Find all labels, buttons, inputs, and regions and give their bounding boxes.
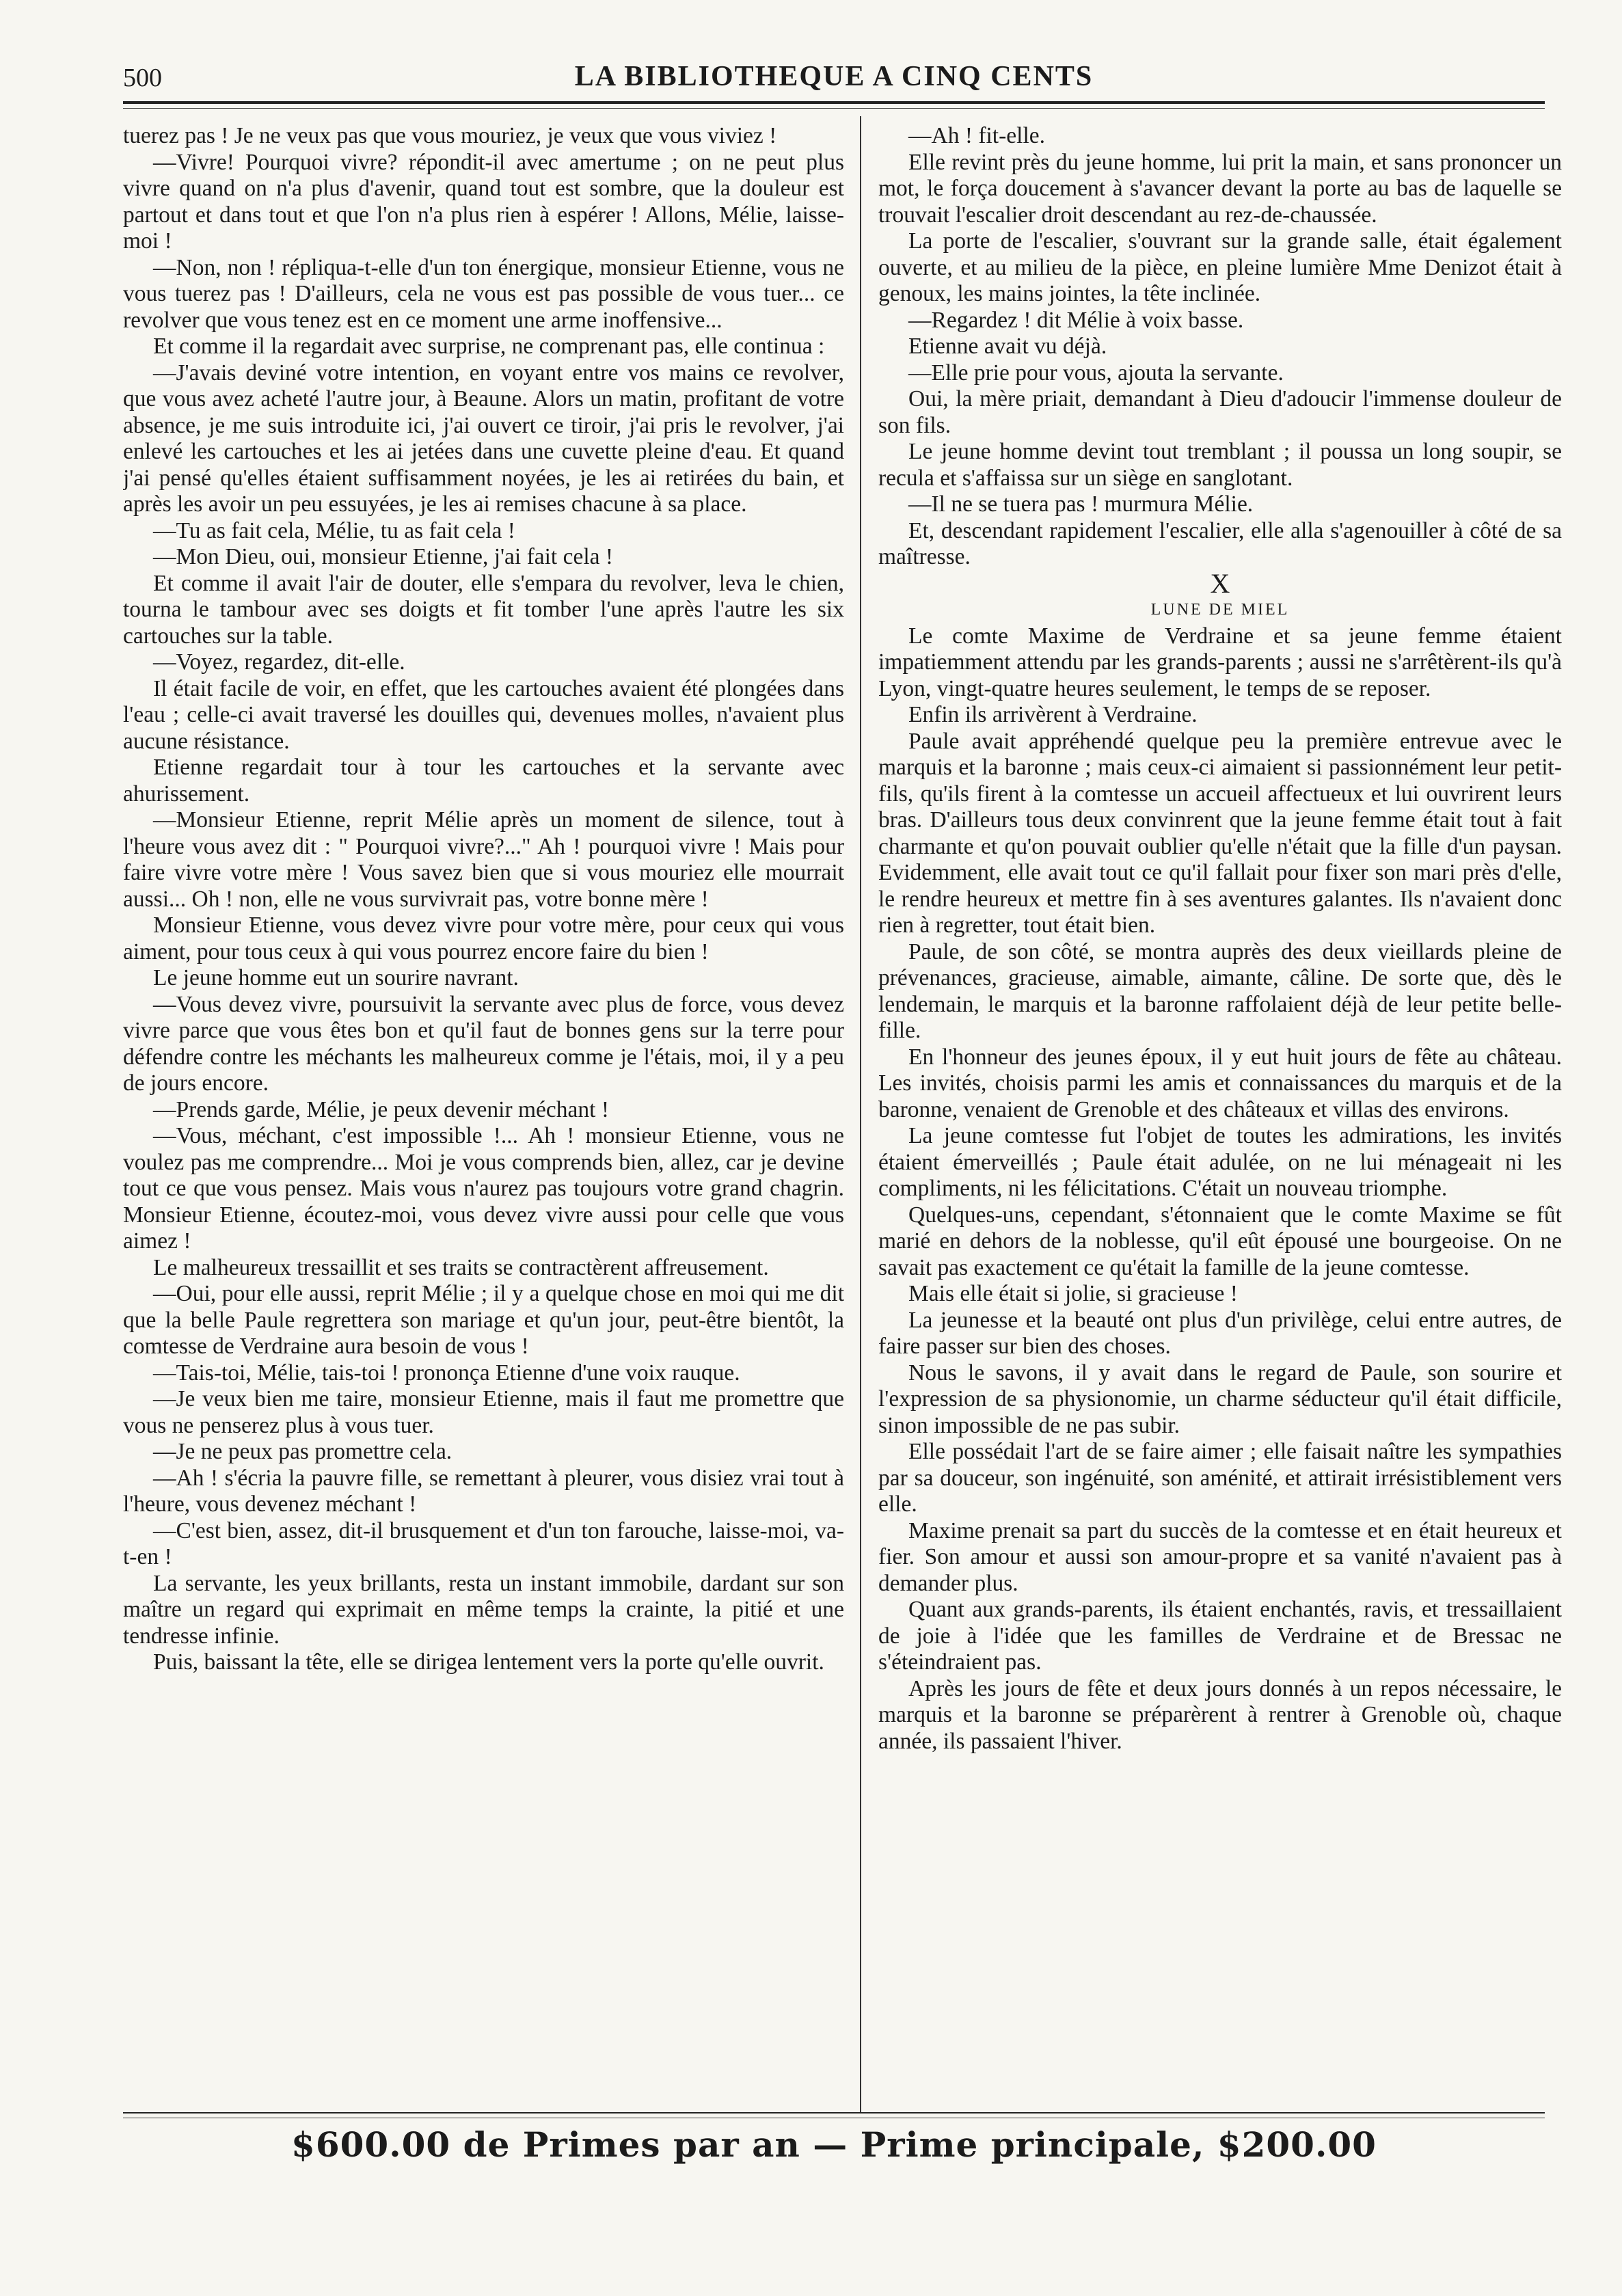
paragraph: —Vous devez vivre, poursuivit la servante avec plus de force, vous devez vivre parce que vous êtes bon et qu'il faut de bonnes gens sur la terre pour défendre contre les méchants les malheureux comme je l'étais, moi, il y a peu de jours encore. bbox=[123, 991, 844, 1096]
paragraph: Maxime prenait sa part du succès de la comtesse et en était heureux et fier. Son amour et aussi son amour-propre et sa vanité n'avaient pas à demander plus. bbox=[878, 1517, 1562, 1596]
paragraph: tuerez pas ! Je ne veux pas que vous mouriez, je veux que vous viviez ! bbox=[123, 123, 777, 148]
paragraph: —Mon Dieu, oui, monsieur Etienne, j'ai fait cela ! bbox=[153, 544, 614, 569]
header-rule-thin bbox=[123, 108, 1545, 109]
paragraph: Le jeune homme eut un sourire navrant. bbox=[153, 965, 519, 990]
paragraph: En l'honneur des jeunes époux, il y eut huit jours de fête au château. Les invités, choisis parmi les amis et connaissances du marquis et de la baronne, venaient de Grenoble et des châteaux et villas des environs. bbox=[878, 1044, 1562, 1122]
chapter-title: LUNE DE MIEL bbox=[1150, 601, 1290, 619]
paragraph: Quant aux grands-parents, ils étaient enchantés, ravis, et tressaillaient de joie à l'idée que les familles de Verdraine et de Bressac ne s'éteindraient pas. bbox=[878, 1597, 1562, 1675]
page-header bbox=[123, 60, 1545, 101]
paragraph: —Voyez, regardez, dit-elle. bbox=[153, 649, 405, 675]
paragraph: Il était facile de voir, en effet, que les cartouches avaient été plongées dans l'eau ; celle-ci avait traversé les douilles qui, devenues molles, n'avaient plus aucune résistance. bbox=[123, 675, 844, 754]
paragraph: —Elle prie pour vous, ajouta la servante. bbox=[908, 360, 1284, 386]
paragraph: —Ah ! fit-elle. bbox=[908, 123, 1046, 148]
paragraph: Enfin ils arrivèrent à Verdraine. bbox=[908, 702, 1198, 727]
paragraph: Et comme il avait l'air de douter, elle s'empara du revolver, leva le chien, tourna le tambour avec ses doigts et fit tomber l'une après l'autre les six cartouches sur la table. bbox=[123, 570, 844, 649]
footer-banner: $600.00 de Primes par an — Prime principale, $200.00 bbox=[291, 2124, 1377, 2165]
paragraph: —Ah ! s'écria la pauvre fille, se remettant à pleurer, vous disiez vrai tout à l'heure, vous devenez méchant ! bbox=[123, 1465, 844, 1517]
running-title: LA BIBLIOTHEQUE A CINQ CENTS bbox=[574, 61, 1094, 92]
paragraph: —J'avais deviné votre intention, en voyant entre vos mains ce revolver, que vous avez acheté l'autre jour, à Beaune. Alors un matin, profitant de votre absence, je me suis introduite ici, j'ai ouvert ce tiroir, j'ai pris le revolver, j'ai enlevé les cartouches et les ai jetées dans une cuvette pleine d'eau. Et quand j'ai pensé qu'elles étaient suffisamment noyées, je les ai retirées du bain, et après les avoir un peu essuyées, je les ai remises chacune à sa place. bbox=[123, 360, 844, 517]
right-column bbox=[878, 123, 1562, 2105]
paragraph: —Regardez ! dit Mélie à voix basse. bbox=[908, 307, 1244, 333]
paragraph: Le malheureux tressaillit et ses traits se contractèrent affreusement. bbox=[153, 1254, 769, 1280]
paragraph: —Vivre! Pourquoi vivre? répondit-il avec amertume ; on ne peut plus vivre quand on n'a plus d'avenir, quand tout est sombre, que la douleur est partout et dans tout et que l'on n'a plus rien à espérer ! Allons, Mélie, laisse-moi ! bbox=[123, 149, 844, 254]
paragraph: La jeune comtesse fut l'objet de toutes les admirations, les invités étaient émerveillés ; Paule était adulée, on ne lui ménageait ni les compliments, ni les félicitations. C'était un nouveau triomphe. bbox=[878, 1123, 1562, 1201]
paragraph: Paule, de son côté, se montra auprès des deux vieillards pleine de prévenances, gracieuse, aimable, aimante, câline. De sorte que, dès le lendemain, le marquis et la baronne raffolaient déjà de leur petite belle-fille. bbox=[878, 938, 1562, 1043]
paragraph: Mais elle était si jolie, si gracieuse ! bbox=[908, 1281, 1238, 1306]
paragraph: La servante, les yeux brillants, resta un instant immobile, dardant sur son maître un regard qui exprimait en même temps la crainte, la pitié et une tendresse infinie. bbox=[123, 1570, 844, 1649]
paragraph: —Tu as fait cela, Mélie, tu as fait cela ! bbox=[153, 517, 515, 543]
paragraph: Et comme il la regardait avec surprise, ne comprenant pas, elle continua : bbox=[153, 334, 825, 359]
paragraph: Monsieur Etienne, vous devez vivre pour votre mère, pour ceux qui vous aiment, pour tous ceux à qui vous pourrez encore faire du bien ! bbox=[123, 913, 844, 964]
paragraph: Puis, baissant la tête, elle se dirigea lentement vers la porte qu'elle ouvrit. bbox=[153, 1649, 824, 1675]
header-rule bbox=[123, 101, 1545, 104]
paragraph: —Non, non ! répliqua-t-elle d'un ton énergique, monsieur Etienne, vous ne vous tuerez pas ! D'ailleurs, cela ne vous est pas possible de vous tuer... ce revolver que vous tenez est en ce moment une arme inoffensive... bbox=[123, 254, 844, 333]
paragraph: —Prends garde, Mélie, je peux devenir méchant ! bbox=[153, 1096, 609, 1122]
paragraph: La jeunesse et la beauté ont plus d'un privilège, celui entre autres, de faire passer sur bien des choses. bbox=[878, 1307, 1562, 1359]
paragraph: Le jeune homme devint tout tremblant ; il poussa un long soupir, se recula et s'affaissa sur un siège en sanglotant. bbox=[878, 439, 1562, 491]
chapter-number: X bbox=[1210, 567, 1230, 599]
paragraph: Paule avait appréhendé quelque peu la première entrevue avec le marquis et la baronne ; mais ceux-ci aimaient si passionnément leur petit-fils, qu'ils firent à la comtesse un accueil affectueux et lui ouvrirent leurs bras. D'ailleurs tous deux convinrent que la jeune femme était tout à fait charmante et qu'on pouvait oublier qu'elle n'était que la fille d'un paysan. Evidemment, elle avait tout ce qu'il fallait pour fixer son mari près d'elle, le rendre heureux et mettre fin à ses aventures galantes. Ils n'avaient donc rien à regretter, tout était bien. bbox=[878, 728, 1562, 938]
paragraph: Et, descendant rapidement l'escalier, elle alla s'agenouiller à côté de sa maîtresse. bbox=[878, 517, 1562, 569]
right-column-text-after bbox=[878, 623, 1562, 1755]
paragraph: —Oui, pour elle aussi, reprit Mélie ; il y a quelque chose en moi qui me dit que la belle Paule regrettera son mariage et qu'un jour, peut-être bientôt, la comtesse de Verdraine aura besoin de vous ! bbox=[123, 1281, 844, 1359]
paragraph: Elle possédait l'art de se faire aimer ; elle faisait naître les sympathies par sa douceur, son ingénuité, son aménité, et attirait irrésistiblement vers elle. bbox=[878, 1439, 1562, 1517]
paragraph: Oui, la mère priait, demandant à Dieu d'adoucir l'immense douleur de son fils. bbox=[878, 386, 1562, 438]
paragraph: —Je veux bien me taire, monsieur Etienne, mais il faut me promettre que vous ne penserez plus à vous tuer. bbox=[123, 1386, 844, 1438]
right-column-text-before bbox=[878, 123, 1562, 571]
paragraph: —Tais-toi, Mélie, tais-toi ! prononça Etienne d'une voix rauque. bbox=[153, 1360, 740, 1386]
paragraph: —Je ne peux pas promettre cela. bbox=[153, 1439, 452, 1464]
paragraph: —C'est bien, assez, dit-il brusquement et d'un ton farouche, laisse-moi, va-t-en ! bbox=[123, 1517, 844, 1569]
paragraph: La porte de l'escalier, s'ouvrant sur la grande salle, était également ouverte, et au milieu de la pièce, en pleine lumière Mme Denizot était à genoux, les mains jointes, la tête inclinée. bbox=[878, 228, 1562, 306]
paragraph: Etienne avait vu déjà. bbox=[908, 334, 1107, 359]
paragraph: Le comte Maxime de Verdraine et sa jeune femme étaient impatiemment attendu par les grands-parents ; aussi ne s'arrêtèrent-ils qu'à Lyon, vingt-quatre heures seulement, le temps de se reposer. bbox=[878, 623, 1562, 701]
column-divider bbox=[860, 116, 861, 2112]
paragraph: Quelques-uns, cependant, s'étonnaient que le comte Maxime se fût marié en dehors de la noblesse, qu'il eût épousé une bourgeoise. On ne savait pas exactement ce qu'était la famille de la jeune comtesse. bbox=[878, 1202, 1562, 1280]
left-column bbox=[123, 123, 844, 2105]
paragraph: —Il ne se tuera pas ! murmura Mélie. bbox=[908, 491, 1254, 517]
paragraph: Elle revint près du jeune homme, lui prit la main, et sans prononcer un mot, le força doucement à s'avancer devant la porte au bas de laquelle se trouvait l'escalier droit descendant au rez-de-chaussée. bbox=[878, 149, 1562, 228]
paragraph: Etienne regardait tour à tour les cartouches et la servante avec ahurissement. bbox=[123, 755, 844, 807]
paragraph: —Vous, méchant, c'est impossible !... Ah ! monsieur Etienne, vous ne voulez pas me comprendre... Moi je vous comprends bien, allez, car je devine tout ce que vous pensez. Mais vous n'aurez pas toujours votre grand chagrin. Monsieur Etienne, écoutez-moi, vous devez vivre aussi pour celle que vous aimez ! bbox=[123, 1123, 844, 1254]
paragraph: Nous le savons, il y avait dans le regard de Paule, son sourire et l'expression de sa physionomie, un charme séducteur qu'il était difficile, sinon impossible de ne pas subir. bbox=[878, 1360, 1562, 1438]
footer-rule bbox=[123, 2112, 1545, 2113]
paragraph: —Monsieur Etienne, reprit Mélie après un moment de silence, tout à l'heure vous avez dit : " Pourquoi vivre?..." Ah ! pourquoi vivre ! Mais pour faire vivre votre mère ! Vous savez bien que si vous mouriez elle mourrait aussi... Oh ! non, elle ne vous survivrait pas, votre bonne mère ! bbox=[123, 807, 844, 912]
page-number: 500 bbox=[123, 64, 162, 92]
paragraph: Après les jours de fête et deux jours donnés à un repos nécessaire, le marquis et la baronne se préparèrent à rentrer à Grenoble où, chaque année, ils passaient l'hiver. bbox=[878, 1675, 1562, 1754]
